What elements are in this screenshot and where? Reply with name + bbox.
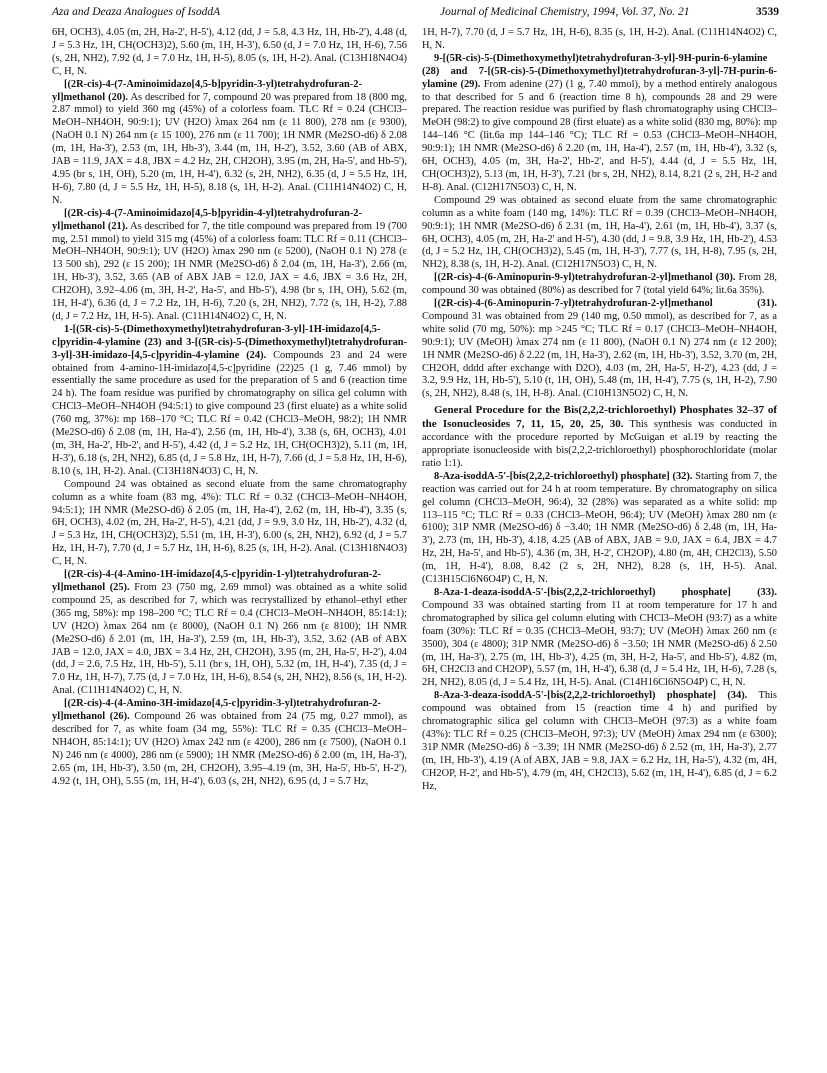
paragraph-text: This synthesis was conducted in accordance with the procedure reported by McGuigan et al.19 by reacting the appropriate isonucleoside with bis(2,2,2-trichloroethyl) phosphorochloridate (molar ratio 1:1).: [422, 419, 777, 469]
paragraph-text: As described for 7, compound 20 was prepared from 18 (800 mg, 2.87 mmol) to yield 360 mg (45%) of a colorless foam. TLC Rf = 0.24 (CHCl3–MeOH–NH4OH, 90:9:1); UV (H2O) λmax 264 nm (ε 11 800), 278 nm (ε 9300), (NaOH 0.1 N) 264 nm (ε 15 100), 276 nm (ε 11 700); 1H NMR (Me2SO-d6) δ 2.08 (m, 1H, Ha-3'), 2.53 (m, 1H, Hb-3'), 3.44 (m, 1H, H-2'), 3.52, 3.60 (AB of ABX, JAB = 11.9, JAX = 4.8, JBX = 4.2 Hz, 2H, CH2OH), 3.95 (m, 2H, Ha-5', and Hb-5'), 4.95 (br s, 1H, OH), 5.20 (m, 1H, H-4'), 6.32 (s, 2H, NH2), 6.35 (d, J = 5.5 Hz, 1H, H-6), 7.80 (d, J = 5.5 Hz, 1H, H-5), 8.18 (s, 1H, H-2). Anal. (C11H14N4O2) C, H, N.: [52, 91, 407, 206]
paragraph: [52, 569, 407, 698]
paragraph-text: From 23 (750 mg, 2.69 mmol) was obtained as a white solid compound 25, as described for 7, which was recrystallized by ethanol–ethyl ether (365 mg, 58%): mp 198–200 °C; TLC Rf = 0.4 (CHCl3–MeOH–NH4OH, 85:14:1); UV (H2O) λmax 264 nm (ε 8000), (NaOH 0.1 N) 266 nm (ε 8100); 1H NMR (Me2SO-d6) δ 2.01 (m, 1H, Ha-3'), 2.59 (m, 1H, Hb-3'), 3.52, 3.62 (AB of ABX JAB = 12.0, JAX = 4.0, JBX = 3.4 Hz, 2H, CH2OH), 3.95 (m, 2H, Ha-5', H-2'), 4.04 (dd, J = 2.6, 7.5 Hz, 1H, Hb-5'), 5.11 (br s, 1H, OH), 5.32 (m, 1H, H-4'), 7.35 (d, J = 7.0 Hz, 1H, H-7), 7.75 (d, J = 7.0 Hz, 1H, H-6), 8.54 (s, 2H, NH2), 8.56 (s, 1H, H-2). Anal. (C11H14N4O2) C, H, N.: [52, 581, 407, 697]
running-title: Aza and Deaza Analogues of IsoddA: [52, 6, 221, 18]
paragraph-text: Compound 31 was obtained from 29 (140 mg, 0.50 mmol), as described for 7, as a white solid (70 mg, 50%): mp >245 °C; TLC Rf = 0.17 (CHCl3–MeOH–NH4OH, 90:9:1); UV (MeOH) λmax 274 nm (ε 11 800), (NaOH 0.1 N) 274 nm (ε 12 200); 1H NMR (Me2SO-d6) δ 2.22 (m, 1H, Ha-3'), 2.62 (m, 1H, Hb-3'), 3.52, 3.70 (m, 2H, CH2OH, dddd after exchange with D2O), 4.03 (m, 2H, Ha-5', H-2'), 4.23 (dd, J = 3.2, 9.9 Hz, 1H, Hb-5'), 5.10 (t, 1H, OH), 5.48 (m, 1H, H-4'), 7.75 (s, 1H, H-2), 7.90 (s, 2H, NH2), 8.48 (s, 1H, H-8). Anal. (C10H13N5O2) C, H, N.: [422, 310, 777, 400]
paragraph: [52, 208, 407, 324]
compound-heading: 1-[(5R-cis)-5-(Dimethoxymethyl)tetrahydrofuran-3-yl]-1H-imidazo[4,5-c]pyridin-4-ylamine (23) and 3-[(5R-cis)-5-(Dimethoxymethyl)tetrahydrofuran-3-yl]-3H-imidazo-[4,5-c]pyridin-4-ylamine (24).: [52, 323, 407, 361]
paragraph: [422, 471, 777, 587]
paragraph-text: 6H, OCH3), 4.05 (m, 2H, Ha-2', H-5'), 4.12 (dd, J = 5.8, 4.3 Hz, 1H, Hb-2'), 4.48 (d, J = 5.3 Hz, 1H, CH(OCH3)2), 5.60 (m, 1H, H-3'), 6.50 (d, J = 7.0 Hz, 1H, H-6), 7.56 (s, 2H, NH2), 7.92 (d, J = 7.0 Hz, 1H, H-5), 8.05 (s, 1H, H-2). Anal. (C13H18N4O4) C, H, N.: [52, 27, 407, 77]
paragraph: [422, 53, 777, 195]
paragraph-text: Compound 33 was obtained starting from 11 at room temperature for 17 h and chromatographed by silica gel column eluting with CHCl3–MeOH (93:7) as a white foam (30%): TLC Rf = 0.35 (CHCl3–MeOH, 93:7); UV (MeOH) λmax 260 nm (ε 3500), 304 (ε 4800); 31P NMR (Me2SO-d6) δ −3.50; 1H NMR (Me2SO-d6) δ 2.50 (m, 1H, Ha-3'), 2.75 (m, 1H, Hb-3'), 4.25 (m, 3H, H-2, Ha-5', and Hb-5'), 4.82 (m, 6H, CH2Cl3 and CH2OP), 5.57 (m, 1H, H-4'), 6.38 (d, J = 5.4 Hz, 1H, H-6), 7.28 (s, 2H, NH2), 8.05 (d, J = 5.4 Hz, 1H, H-5). Anal. (C14H16Cl6N5O4P) C, H, N.: [422, 599, 777, 689]
paragraph-text: From 28, compound 30 was obtained (80%) as described for 7 (total yield 64%; lit.6a 35%).: [422, 272, 777, 297]
paragraph-text: Compounds 23 and 24 were obtained from 4-amino-1H-imidazo[4,5-c]pyridine (22)25 (1 g, 7.46 mmol) by essentially the same procedure as used for the preparation of 5 and 6 (reaction time 24 h). The foam residue was purified by chromatography on silica gel column with CHCl3–MeOH–NH4OH (94:5:1) to give compound 23 (first eluate) as a white solid (760 mg, 37%): mp 168–170 °C; TLC Rf = 0.42 (CHCl3–MeOH, 98:2); 1H NMR (Me2SO-d6) δ 2.08 (m, 1H, Ha-4'), 2.56 (m, 1H, Hb-4'), 3.38 (s, 6H, OCH3), 4.01 (m, 3H, Ha-2', Hb-2', and H-5'), 4.42 (d, J = 5.2 Hz, 1H, CH(OCH3)2), 5.11 (m, 1H, H-3'), 6.18 (s, 2H, NH2), 6.85 (d, J = 5.8 Hz, 1H, H-7), 7.66 (d, J = 5.8 Hz, 1H, H-6), 8.10 (s, 1H, H-2). Anal. (C13H18N4O3) C, H, N.: [52, 349, 408, 477]
paragraph: [422, 690, 777, 793]
compound-heading: 8-Aza-3-deaza-isoddA-5'-[bis(2,2,2-trichloroethyl) phosphate] (34).: [434, 690, 748, 702]
compound-heading: [(2R-cis)-4-(7-Aminoimidazo[4,5-b]pyridin-3-yl)tetrahydrofuran-2-yl]methanol (20).: [52, 78, 362, 103]
running-header: [52, 6, 779, 22]
paragraph: [422, 298, 777, 401]
paragraph-text: Compound 29 was obtained as second eluate from the same chromatographic column as a white foam (140 mg, 14%): TLC Rf = 0.39 (CHCl3–MeOH–NH4OH, 90:9:1); 1H NMR (Me2SO-d6) δ 2.31 (m, 1H, Ha-4'), 2.61 (m, 1H, Hb-4'), 3.37 (s, 6H, OCH3), 4.05 (m, 2H, Ha-2' and H-5'), 4.30 (dd, J = 9.8, 3.9 Hz, 1H, Hb-2'), 4.53 (d, J = 5.2 Hz, 1H, CH(OCH3)2), 5.45 (m, 1H, H-3'), 7.77 (s, 1H, H-8), 7.95 (s, 2H, NH2), 8.38 (s, 1H, H-2). Anal. (C12H17N5O3) C, H, N.: [422, 194, 777, 271]
paragraph: [52, 324, 407, 479]
paragraph-text: Compound 24 was obtained as second eluate from the same chromatography column as a white foam (83 mg, 4%): TLC Rf = 0.32 (CHCl3–MeOH–NH4OH, 94:5:1); 1H NMR (Me2SO-d6) δ 2.05 (m, 1H, Ha-4'), 2.62 (m, 1H, Hb-4'), 3.35 (s, 6H, OCH3), 4.02 (m, 2H, Ha-2', H-5'), 4.21 (dd, J = 9.9, 3.0 Hz, 1H, Hb-2'), 4.32 (d, J = 5.3 Hz, 1H, CH(OCH3)2), 5.51 (m, 1H, H-3'), 6.00 (s, 2H, NH2), 6.92 (d, J = 5.7 Hz, 1H, H-7), 7.70 (d, J = 5.7 Hz, 1H, H-6), 8.25 (s, 1H, H-2). Anal. (C13H18N4O3) C, H, N.: [52, 478, 407, 568]
paragraph: [422, 27, 777, 53]
right-column: [422, 27, 777, 793]
page-number: 3539: [756, 6, 779, 18]
left-column: [52, 27, 407, 788]
paragraph-text: 1H, H-7), 7.70 (d, J = 5.7 Hz, 1H, H-6), 8.35 (s, 1H, H-2). Anal. (C11H14N4O2) C, H, N.: [422, 27, 777, 51]
paragraph-text: From adenine (27) (1 g, 7.40 mmol), by a method entirely analogous to that described for 5 and 6 (reaction time 8 h), compounds 28 and 29 were prepared. The reaction residue was purified by flash chromatography using CHCl3–MeOH (98:2) to give compound 28 (first eluate) as a white solid (830 mg, 80%): mp 144–146 °C (lit.6a mp 144–146 °C); TLC Rf = 0.53 (CHCl3–MeOH–NH4OH, 90:9:1); 1H NMR (Me2SO-d6) δ 2.20 (m, 1H, Ha-4'), 2.57 (m, 1H, Hb-4'), 3.32 (s, 6H, OCH3), 4.05 (m, 3H, Ha-2', Hb-2', and H-5'), 4.44 (d, J = 5.5 Hz, 1H, CH(OCH3)2), 5.13 (m, 1H, H-3'), 7.21 (br s, 2H, NH2), 8.14, 8.21 (2 s, 2H, H-2 and H-8). Anal. (C12H17N5O3) C, H, N.: [422, 78, 778, 193]
compound-heading: [(2R-cis)-4-(6-Aminopurin-7-yl)tetrahydrofuran-2-yl]methanol (31).: [434, 298, 777, 310]
compound-heading: [(2R-cis)-4-(7-Aminoimidazo[4,5-b]pyridin-4-yl)tetrahydrofuran-2-yl]methanol (21).: [52, 207, 362, 232]
paragraph: [422, 404, 777, 471]
compound-heading: [(2R-cis)-4-(4-Amino-3H-imidazo[4,5-c]pyridin-3-yl)tetrahydrofuran-2-yl]methanol (26).: [52, 698, 381, 723]
paragraph: [52, 27, 407, 79]
compound-heading: 8-Aza-isoddA-5'-[bis(2,2,2-trichloroethyl) phosphate] (32).: [434, 470, 693, 482]
paragraph-text: This compound was obtained from 15 (reaction time 4 h) and purified by chromatographic silica gel column with CHCl3–MeOH (97:3) as a white foam (43%): TLC Rf = 0.25 (CHCl3–MeOH, 97:3); UV (MeOH) λmax 294 nm (ε 6300); 31P NMR (Me2SO-d6) δ −3.39; 1H NMR (Me2SO-d6) δ 2.52 (m, 1H, Ha-3'), 2.77 (m, 1H, Hb-3'), 4.19 (A of ABX, JAB = 9.8, JAX = 6.2 Hz, 1H, Ha-5'), 4.32 (m, 4H, CH2OP, H-2', and Hb-5'), 4.79 (m, 4H, CH2Cl3), 5.62 (m, 1H, H-4'), 6.85 (d, J = 6.2 Hz,: [422, 690, 777, 792]
compound-heading: [(2R-cis)-4-(6-Aminopurin-9-yl)tetrahydrofuran-2-yl]methanol (30).: [434, 272, 736, 284]
compound-heading: General Procedure for the Bis(2,2,2-trichloroethyl) Phosphates 32–37 of the Isonucleosides 7, 11, 15, 20, 25, 30.: [422, 404, 777, 431]
paragraph: [52, 698, 407, 788]
compound-heading: 9-[(5R-cis)-5-(Dimethoxymethyl)tetrahydrofuran-3-yl]-9H-purin-6-ylamine (28) and 7-[(5R-cis)-5-(Dimethoxymethyl)tetrahydrofuran-3-yl]-7H-purin-6-ylamine (29).: [422, 52, 777, 90]
paragraph: [422, 195, 777, 272]
compound-heading: [(2R-cis)-4-(4-Amino-1H-imidazo[4,5-c]pyridin-1-yl)tetrahydrofuran-2-yl]methanol (25).: [52, 569, 381, 593]
paragraph-text: Compound 26 was obtained from 24 (75 mg, 0.27 mmol), as described for 7, as white foam (34 mg, 55%): TLC Rf = 0.35 (CHCl3–MeOH–NH4OH, 85:14:1); UV (H2O) λmax 242 nm (ε 4200), 286 nm (ε 7500), (NaOH 0.1 N) 246 nm (ε 4000), 286 nm (ε 5900); 1H NMR (Me2SO-d6) δ 2.00 (m, 1H, Ha-3'), 2.65 (m, 1H, Hb-3'), 3.50 (m, 2H, CH2OH), 3.95–4.19 (m, 3H, Ha-5', Hb-5', H-2'), 4.92 (t, 1H, OH), 5.55 (m, 1H, H-4'), 6.03 (s, 2H, NH2), 6.95 (d, J = 5.7 Hz,: [52, 711, 407, 787]
paragraph-text: Starting from 7, the reaction was carried out for 24 h at room temperature. By chromatography on silica gel column (CHCl3–MeOH, 96:4), 32 (28%) was separated as a white solid: mp 113–115 °C; TLC Rf = 0.33 (CHCl3–MeOH, 96:4); UV (MeOH) λmax 280 nm (ε 6100); 31P NMR (Me2SO-d6) δ −3.40; 1H NMR (Me2SO-d6) δ 2.48 (m, 1H, Ha-3'), 2.73 (m, 1H, Hb-3'), 4.18, 4.25 (AB of ABX, JAB = 9.0, JAX = 6.4, JBX = 4.7 Hz, 2H, Ha-5', and Hb-5'), 4.36 (m, 3H, H-2', CH2OP), 4.80 (m, 4H, CH2Cl3), 5.50 (m, 1H, H-4'), 8.08, 8.42 (2 s, 2H, NH2), 8.28 (s, 1H, H-5). Anal. (C13H15Cl6N6O4P) C, H, N.: [422, 470, 777, 586]
paragraph: [52, 479, 407, 569]
paragraph: [422, 272, 777, 298]
paragraph: [52, 79, 407, 208]
journal-citation: Journal of Medicinal Chemistry, 1994, Vol. 37, No. 21: [440, 6, 690, 18]
compound-heading: 8-Aza-1-deaza-isoddA-5'-[bis(2,2,2-trichloroethyl) phosphate] (33).: [434, 586, 777, 598]
paragraph-text: As described for 7, the title compound was prepared from 19 (700 mg, 2.51 mmol) to yield 315 mg (45%) of a colorless foam: TLC Rf = 0.11 (CHCl3–MeOH–NH4OH, 90:9:1); UV (H2O) λmax 290 nm (ε 5200), (NaOH 0.1 N) 278 (ε 13 500 sh), 292 (ε 15 200); 1H NMR (Me2SO-d6) δ 2.04 (m, 1H, Ha-3'), 2.66 (m, 1H, Hb-3'), 3.52, 3.65 (AB of ABX JAB = 12.0, JAX = 4.6, JBX = 3.6 Hz, 2H, CH2OH), 3.92–4.06 (m, 3H, H-2', Ha-5', and Hb-5'), 4.98 (br s, 1H, OH), 5.62 (m, 1H, H-4'), 6.36 (d, J = 7.2 Hz, 1H, H-6), 7.20 (s, 2H, NH2), 7.72 (s, 1H, H-2), 7.88 (d, J = 7.2 Hz, 1H, H-5). Anal. (C11H14N4O2) C, H, N.: [52, 220, 407, 322]
paragraph: [422, 587, 777, 690]
